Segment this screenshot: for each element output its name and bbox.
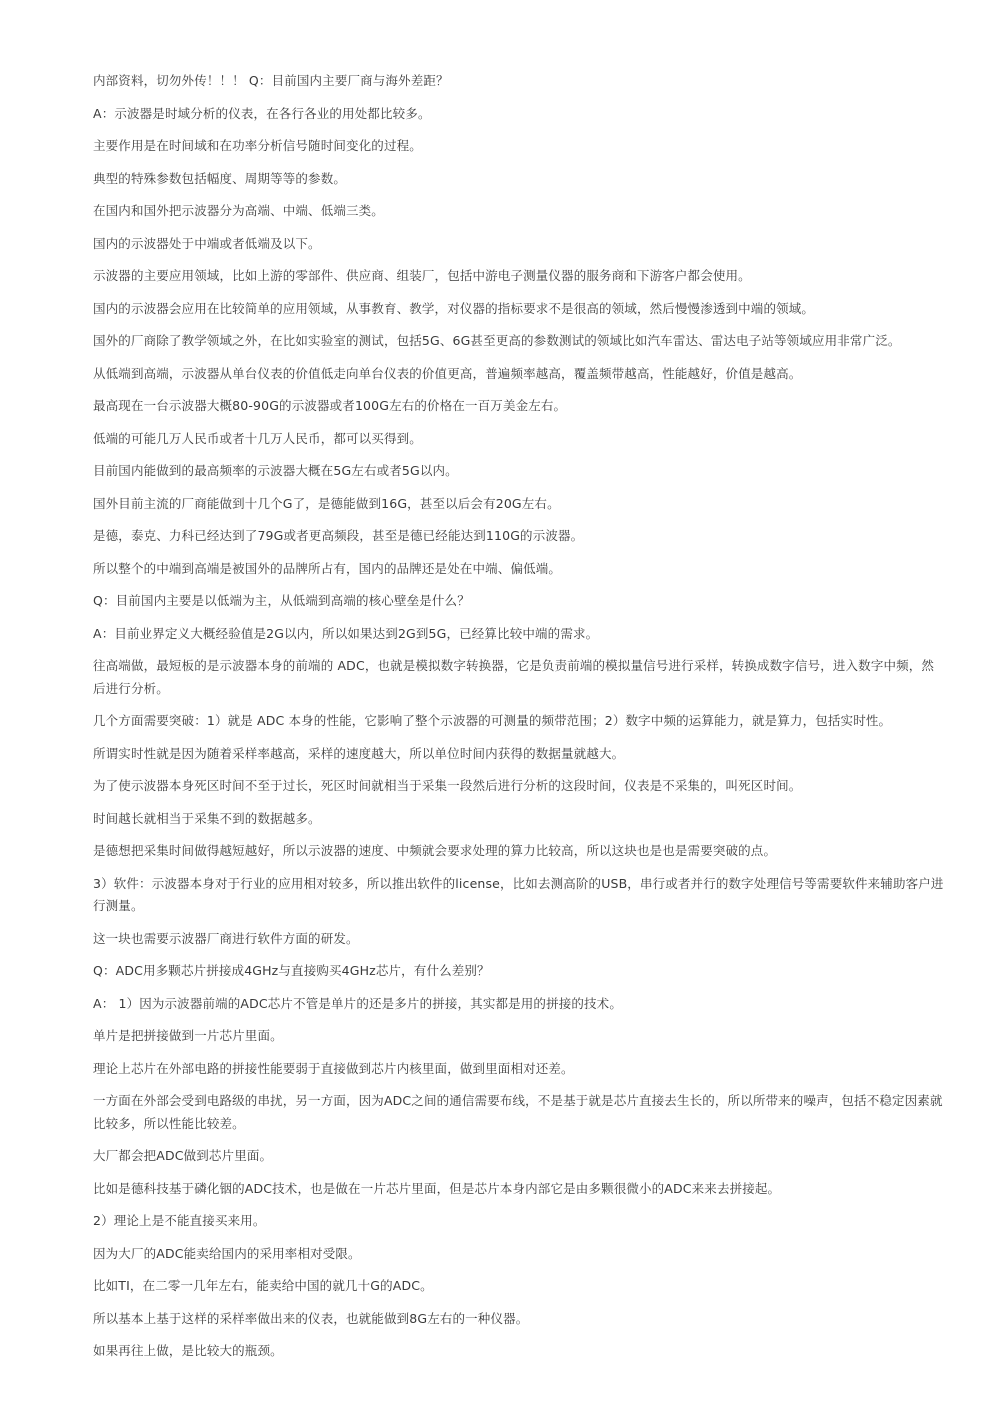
paragraph: 一方面在外部会受到电路级的串扰，另一方面，因为ADC之间的通信需要布线，不是基于就是芯片直接去生长的，所以所带来的噪声，包括不稳定因素就比较多，所以性能比较差。: [93, 1093, 943, 1131]
paragraph: 大厂都会把ADC做到芯片里面。: [93, 1148, 273, 1163]
paragraph: 3）软件：示波器本身对于行业的应用相对较多，所以推出软件的license，比如去测高阶的USB，串行或者并行的数字处理信号等需要软件来辅助客户进行测量。: [93, 875, 944, 913]
paragraph: Q：目前国内主要是以低端为主，从低端到高端的核心壁垒是什么？: [93, 593, 470, 608]
paragraph: 单片是把拼接做到一片芯片里面。: [93, 1028, 283, 1043]
paragraph: 是德，泰克、力科已经达到了79G或者更高频段，甚至是德已经能达到110G的示波器。: [93, 528, 584, 543]
paragraph: 从低端到高端，示波器从单台仪表的价值低走向单台仪表的价值更高，普遍频率越高，覆盖频带越高，性能越好，价值是越高。: [93, 365, 802, 381]
paragraph: 国外的厂商除了教学领域之外，在比如实验室的测试，包括5G、6G甚至更高的参数测试的领域比如汽车雷达、雷达电子站等领域应用非常广泛。: [93, 333, 901, 348]
paragraph: 比如是德科技基于磷化铟的ADC技术，也是做在一片芯片里面，但是芯片本身内部它是由多颗很微小的ADC来来去拼接起。: [93, 1180, 781, 1196]
paragraph: 为了使示波器本身死区时间不至于过长，死区时间就相当于采集一段然后进行分析的这段时间，仪表是不采集的，叫死区时间。: [93, 778, 802, 793]
paragraph: 低端的可能几万人民币或者十几万人民币，都可以买得到。: [93, 430, 422, 446]
paragraph: 因为大厂的ADC能卖给国内的采用率相对受限。: [93, 1245, 361, 1261]
paragraph: 内部资料，切勿外传！！！ Q：目前国内主要厂商与海外差距？: [93, 73, 449, 88]
paragraph: A： 1）因为示波器前端的ADC芯片不管是单片的还是多片的拼接，其实都是用的拼接的技术。: [93, 995, 622, 1011]
paragraph: 所谓实时性就是因为随着采样率越高，采样的速度越大，所以单位时间内获得的数据量就越大。: [93, 745, 625, 761]
paragraph: 最高现在一台示波器大概80-90G的示波器或者100G左右的价格在一百万美金左右。: [93, 398, 567, 413]
paragraph: 典型的特殊参数包括幅度、周期等等的参数。: [93, 170, 347, 186]
paragraph: 示波器的主要应用领域，比如上游的零部件、供应商、组装厂，包括中游电子测量仪器的服务商和下游客户都会使用。: [93, 268, 751, 283]
paragraph: 在国内和国外把示波器分为高端、中端、低端三类。: [93, 203, 384, 218]
paragraph: 几个方面需要突破：1）就是 ADC 本身的性能，它影响了整个示波器的可测量的频带范围；2）数字中频的运算能力，就是算力，包括实时性。: [93, 713, 892, 728]
paragraph: 比如TI，在二零一几年左右，能卖给中国的就几十G的ADC。: [93, 1278, 433, 1293]
paragraph: 时间越长就相当于采集不到的数据越多。: [93, 810, 321, 826]
paragraph: 是德想把采集时间做得越短越好，所以示波器的速度、中频就会要求处理的算力比较高，所以这块也是也是需要突破的点。: [93, 843, 777, 858]
paragraph: 2）理论上是不能直接买来用。: [93, 1213, 266, 1228]
paragraph: 国内的示波器处于中端或者低端及以下。: [93, 235, 321, 251]
paragraph: A：目前业界定义大概经验值是2G以内，所以如果达到2G到5G，已经算比较中端的需求。: [93, 625, 599, 641]
paragraph: 所以整个的中端到高端是被国外的品牌所占有，国内的品牌还是处在中端、偏低端。: [93, 560, 562, 576]
paragraph: 目前国内能做到的最高频率的示波器大概在5G左右或者5G以内。: [93, 463, 458, 478]
paragraph: 往高端做，最短板的是示波器本身的前端的 ADC，也就是模拟数字转换器，它是负责前端的模拟量信号进行采样，转换成数字信号，进入数字中频，然后进行分析。: [93, 658, 935, 696]
paragraph: 这一块也需要示波器厂商进行软件方面的研发。: [93, 930, 359, 946]
paragraph: 理论上芯片在外部电路的拼接性能要弱于直接做到芯片内核里面，做到里面相对还差。: [93, 1060, 574, 1076]
paragraph: 所以基本上基于这样的采样率做出来的仪表，也就能做到8G左右的一种仪器。: [93, 1310, 529, 1326]
paragraph: 如果再往上做，是比较大的瓶颈。: [93, 1343, 283, 1358]
paragraph: 主要作用是在时间域和在功率分析信号随时间变化的过程。: [93, 138, 422, 153]
paragraph: Q：ADC用多颗芯片拼接成4GHz与直接购买4GHz芯片，有什么差别？: [93, 963, 490, 978]
paragraph: A：示波器是时域分析的仪表，在各行各业的用处都比较多。: [93, 105, 431, 121]
document-body: [93, 70, 945, 1373]
paragraph: 国内的示波器会应用在比较简单的应用领域，从事教育、教学，对仪器的指标要求不是很高的领域，然后慢慢渗透到中端的领域。: [93, 300, 815, 316]
paragraph: 国外目前主流的厂商能做到十几个G了，是德能做到16G，甚至以后会有20G左右。: [93, 495, 560, 511]
